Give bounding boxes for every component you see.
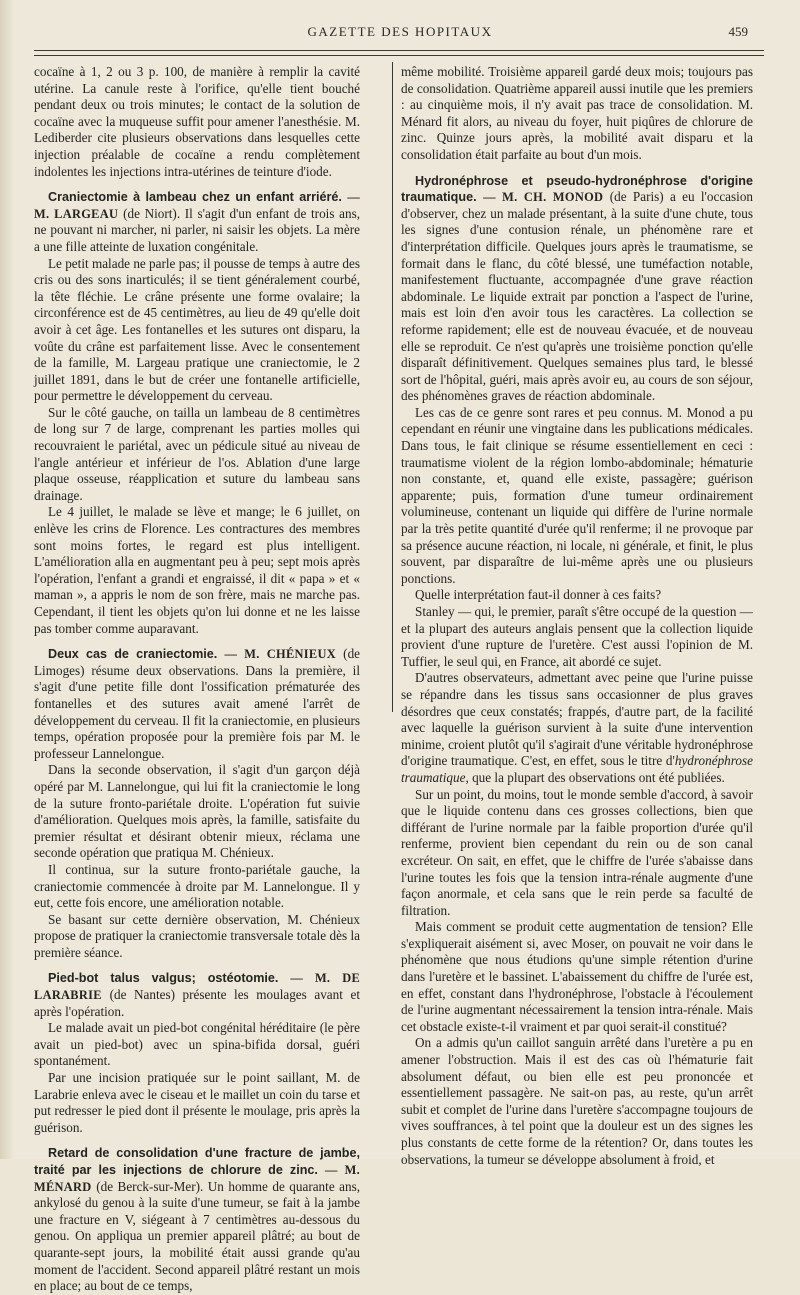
header-rule-top [34,50,764,51]
article-title: Retard de consolidation d'une fracture de jambe, traité par les injections de chlorure de zinc. [34,1146,360,1177]
article-heading [34,189,360,255]
article-title: Craniectomie à lambeau chez un enfant arriéré. [48,190,342,205]
article-lead: (de Berck-sur-Mer). Un homme de quarante ans, ankylosé du genou à la suite d'une tumeur, se fait à la jambe une fracture en V, siégeant à 7 centimètres au-dessous du genou. On appliqua un premier appareil plâtré; au bout de quarante-sept jours, la mobilité était aussi grande qu'au moment de l'accident. Second appareil plâtré restant un mois en place; au bout de ce temps, [34,1178,361,1294]
right-column [401,64,753,1168]
left-column [34,64,360,1295]
publication-title: GAZETTE DES HOPITAUX [307,24,493,39]
text-run: , que la plupart des observations ont été publiées. [465,769,725,785]
article-author: — M. CH. MONOD [483,190,604,205]
article-lead: (de Paris) a eu l'occasion d'observer, chez un malade présentant, à la suite d'une chute, tous les signes d'une contusion rénale, un phénomène rare et d'interprétation difficile. Quelques jours après le traumatisme, se formait dans le flanc, du côté blessé, une tuméfaction notable, manifestement fluctuante, accompagnée d'une grave réaction abdominale. Le liquide extrait par ponction a l'aspect de l'urine, mais est loin d'en avoir tous les caractères. La collection se reforme rapidement; elle est de nouveau évacuée, et de nouveau elle se reproduit. Ce n'est qu'après une troisième ponction qu'elle disparaît définitivement. Quelques semaines plus tard, le blessé sort de l'hôpital, guéri, mais après avoir eu, au cours de son séjour, des phénomènes graves de réaction abdominale. [401,189,754,404]
paragraph: même mobilité. Troisième appareil gardé deux mois; toujours pas de consolidation. Quatrième appareil aussi inutile que les premiers : au cinquième mois, il n'y avait pas trace de consolidation. M. Ménard fit alors, au niveau du foyer, huit piqûres de chlorure de zinc. Quinze jours après, la mobilité avait disparu et la consolidation était parfaite au bout d'un mois. [401,64,753,162]
article-heading [34,970,360,1020]
paragraph: Il continua, sur la suture fronto-pariétale gauche, la craniectomie commencée à droite par M. Lannelongue. Il y eut, cette fois encore, une amélioration notable. [34,861,360,911]
paragraph: cocaïne à 1, 2 ou 3 p. 100, de manière à remplir la cavité utérine. La canule reste à l'orifice, qu'elle tient bouché pendant deux ou trois minutes; le contact de la solution de cocaïne avec la muqueuse suffit pour amener l'anesthésie. M. Lediberder cite plusieurs observations dans lesquelles cette injection préalable de cocaïne a rendu complètement indolentes les injections intra-utérines de teinture d'iode. [34,64,360,179]
article-heading [401,173,753,405]
article-author: — M. LARGEAU [34,190,361,221]
article-author: — M. DE LARABRIE [34,971,361,1003]
page-number: 459 [728,24,748,39]
italic-term: hydronéphrose traumatique [401,753,753,785]
paragraph: Le malade avait un pied-bot congénital héréditaire (le père avait un pied-bot) avec un spina-bifida dorsal, guéri spontanément. [34,1020,360,1069]
paragraph: Sur un point, du moins, tout le monde semble d'accord, à savoir que le liquide contenu dans ces grosses collections, bien que différant de l'urine normale par la faible proportion d'urée qu'il renferme, provient bien cependant du rein ou de son canal excréteur. On sait, en effet, que le chiffre de l'urée s'abaisse dans l'urine toutes les fois que la tension intra-rénale augmente d'une façon anormale, et cela sans que le rein perde sa faculté de filtration. [401,786,753,918]
article-title: Hydronéphrose et pseudo-hydronéphrose d'origine traumatique. [401,173,753,205]
article-heading [34,1145,360,1294]
paragraph: Quelle interprétation faut-il donner à ces faits? [415,587,662,603]
paragraph [401,670,753,786]
article-author: — M. MÉNARD [34,1163,360,1194]
paragraph: Stanley — qui, le premier, paraît s'être occupé de la question — et la plupart des auteurs anglais pensent que la collection liquide provient d'une rupture de l'uretère. C'est aussi l'opinion de M. Tuffier, le seul qui, en France, ait abordé ce sujet. [401,604,753,669]
paragraph: Se basant sur cette dernière observation, M. Chénieux propose de pratiquer la craniectomie transversale totale dès la première séance. [34,911,360,960]
article-title: Pied-bot talus valgus; ostéotomie. [48,971,279,986]
text-run: D'autres observateurs, admettant avec peine que l'urine puisse se répandre dans les tissus sans occasionner de plus graves désordres que ceux constatés; frappés, d'autre part, de la facilité avec laquelle la guérison survient à la suite d'une intervention minime, croient plutôt qu'il s'agirait d'une véritable hydronéphrose d'origine traumatique. C'est, en effet, sous le titre d' [401,670,753,769]
paragraph: Les cas de ce genre sont rares et peu connus. M. Monod a pu cependant en réunir une vingtaine dans les publications médicales. Dans tous, le fait clinique se résume essentiellement en ceci : traumatisme violent de la région lombo-abdominale; hématurie non constante, et, quand elle existe, passagère; guérison apparente; puis, formation d'une tumeur ordinairement volumineuse, contenant un liquide qui diffère de l'urine normale par la très petite quantité d'urée qu'il renferme; il ne provoque par sa présence aucune réaction, ni locale, ni générale, et finit, le plus souvent, par disparaître de lui-même après une ou plusieurs ponctions. [401,404,753,586]
paragraph: Sur le côté gauche, on tailla un lambeau de 8 centimètres de long sur 7 de large, comprenant les parties molles qui recouvraient le pariétal, avec un pédicule situé au niveau de l'angle antérieur et inférieur de l'os. Ablation d'une large plaque osseuse, réapplication et suture du lambeau sans drainage. [34,404,360,503]
paragraph: Dans la seconde observation, il s'agit d'un garçon déjà opéré par M. Lannelongue, qui lui fit la craniectomie le long de la suture fronto-pariétale droite. L'opération fut suivie d'amélioration. Quelques mois après, la famille, satisfaite du premier résultat et désirant obtenir mieux, réclama une seconde opération que pratiqua M. Chénieux. [34,762,360,861]
paragraph: Mais comment se produit cette augmentation de tension? Elle s'expliquerait aisément si, avec Moser, on pouvait ne voir dans le phénomène que nous étudions qu'une simple rétention d'urine dans l'uretère et le bassinet. L'abaissement du chiffre de l'urée est, en effet, constant dans l'hydronéphrose, l'obstacle à l'écoulement de l'urine augmentant nécessairement la tension intra-rénale. Mais cet obstacle existe-t-il vraiment et par quoi serait-il constitué? [401,919,753,1034]
header-rule-bottom [34,55,764,56]
paragraph: Par une incision pratiquée sur le point saillant, M. de Larabrie enleva avec le ciseau et le maillet un coin du tarse et put redresser le pied dont il présente le moulage, pris après la guérison. [34,1070,360,1135]
paragraph: On a admis qu'un caillot sanguin arrêté dans l'uretère a pu en amener l'obstruction. Mais il est des cas où l'hématurie fait absolument défaut, ou bien elle est peu prononcée et essentiellement passagère. Ne sait-on pas, au reste, qu'un arrêt subit et complet de l'urine dans l'uretère s'accompagne toujours de vives souffrances, à tel point que la douleur est un des signes les plus constants de cette forme de la rétention? Or, dans toutes les observations, la tumeur se développe absolument à froid, et [401,1035,753,1167]
column-divider [392,62,393,712]
article-lead: (de Niort). Il s'agit d'un enfant de trois ans, ne pouvant ni marcher, ni parler, ni saisir les objets. La mère a une fille atteinte de luxation congénitale. [34,205,360,254]
page-spine-shadow [0,0,14,1159]
article-author: — M. CHÉNIEUX [224,647,336,662]
paragraph: Le 4 juillet, le malade se lève et mange; le 6 juillet, on enlève les crins de Florence. Les contractures des membres sont moins fortes, le regard est plus intelligent. L'amélioration alla en augmentant peu à peu; sept mois après l'opération, l'enfant a grandi et engraissé, il dit « papa » et « maman », a appris le nom de son frère, mais ne marche pas. Cependant, il tient les objets qu'on lui donne et ne les laisse pas tomber comme auparavant. [34,504,360,636]
article-heading [34,646,360,762]
article-title: Deux cas de craniectomie. [48,647,218,662]
article-lead: (de Limoges) résume deux observations. Dans la première, il s'agit d'une petite fille dont l'ossification prématurée des fontanelles et des sutures avait amené l'arrêt de développement du cerveau. Il fit la craniectomie, en plusieurs temps, opération proposée pour la première fois par M. le professeur Lannelongue. [34,646,361,761]
paragraph: Le petit malade ne parle pas; il pousse de temps à autre des cris ou des sons inarticulés; il se tient généralement courbé, la tête fléchie. Le crâne présente une forme ovalaire; la circonférence est de 45 centimètres, au lieu de 49 qu'elle doit avoir à cet âge. Les fontanelles et les sutures ont disparu, la voûte du crâne est parfaitement lisse. Avec le consentement de la famille, M. Largeau pratique une craniectomie, le 2 juillet 1891, dans le but de créer une fontanelle artificielle, pour permettre le développement du cerveau. [34,255,360,404]
article-lead: (de Nantes) présente les moulages avant et après l'opération. [34,987,360,1019]
running-header [30,22,770,42]
